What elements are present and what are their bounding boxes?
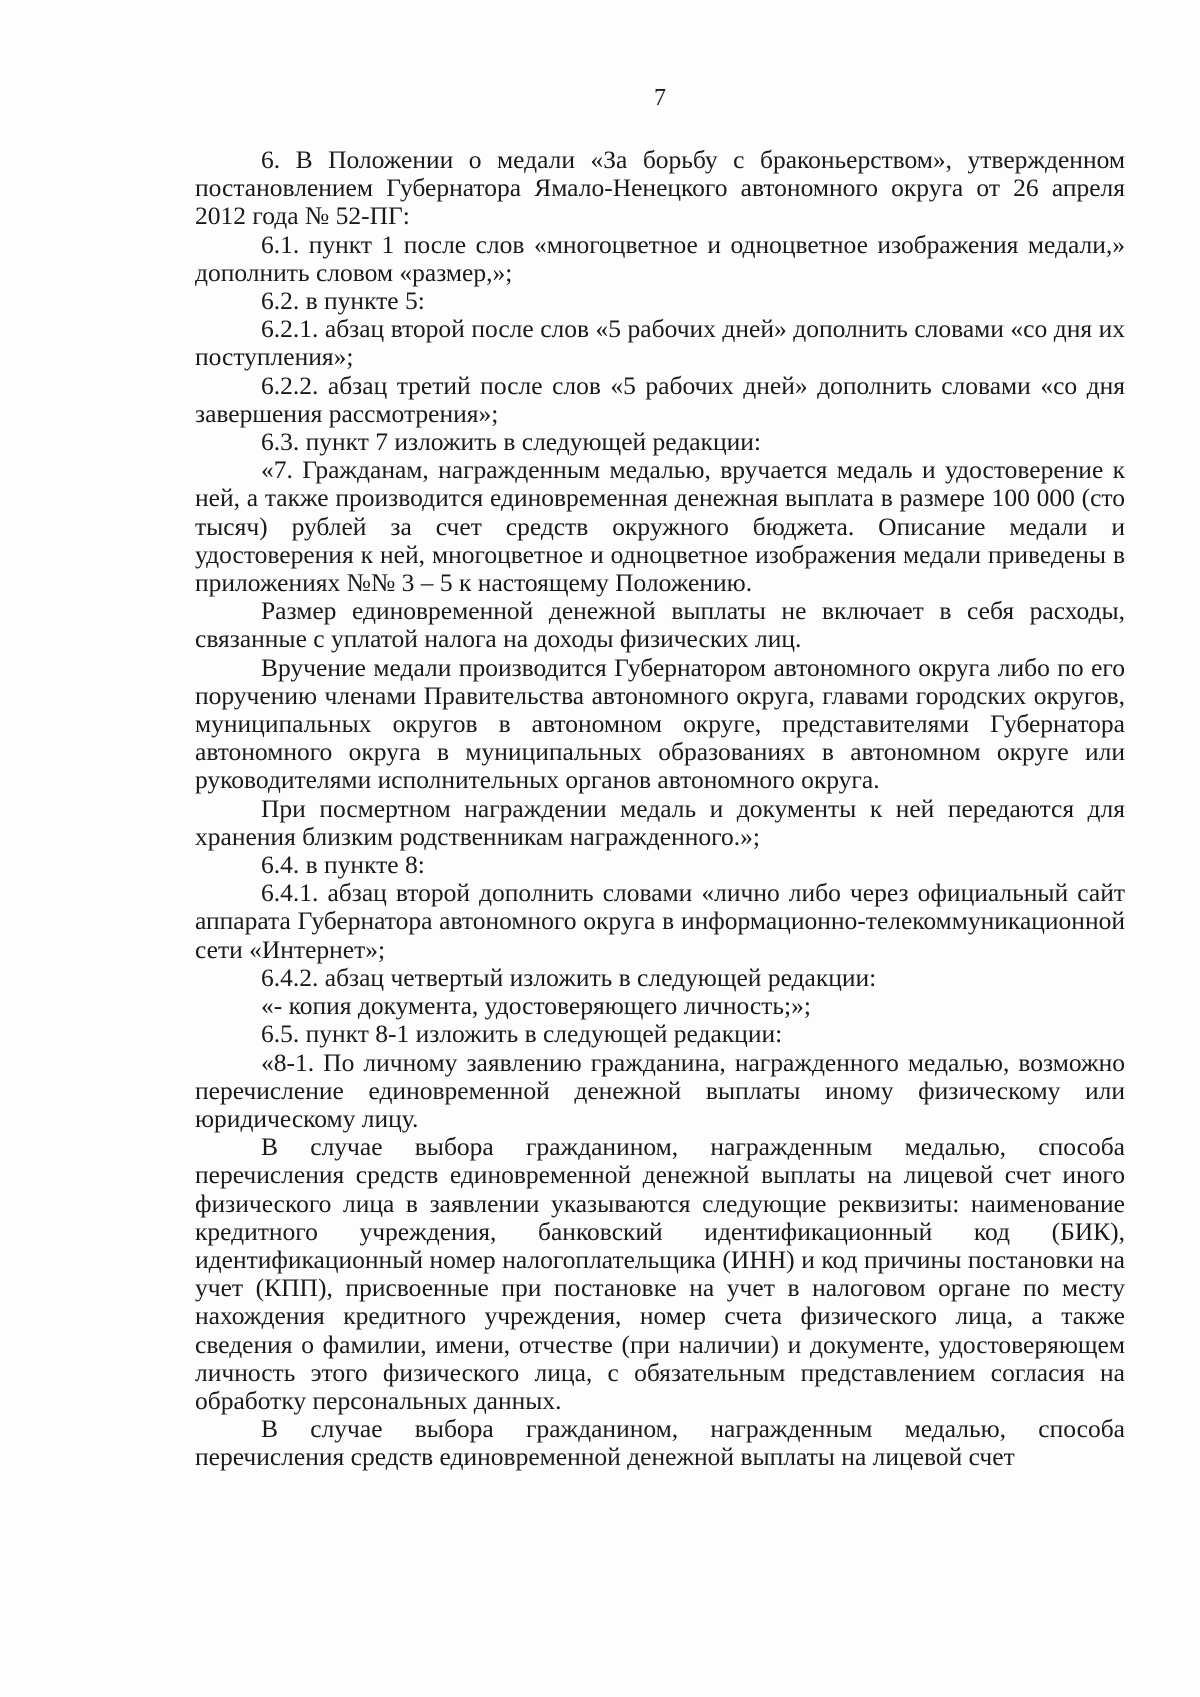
paragraph-6-4: 6.4. в пункте 8: bbox=[261, 850, 425, 880]
page-number: 7 bbox=[654, 85, 666, 111]
paragraph-individual-transfer: В случае выбора гражданином, награжденным медалью, способа перечисления средств единовременной денежной выплаты на лицевой счет иного физического лица в заявлении указываются следующие реквизиты: наименование кредитного учреждения, банковский идентификационный код (БИК), идентификационный номер налогоплательщика (ИНН) и код причины постановки на учет (КПП), присвоенные при постановке на учет в налоговом органе по месту нахождения кредитного учреждения, номер счета физического лица, а также сведения о фамилии, имени, отчестве (при наличии) и документе, удостоверяющем личность этого физического лица, с обязательным представлением согласия на обработку персональных данных. bbox=[195, 1132, 1125, 1415]
paragraph-6-2-1: 6.2.1. абзац второй после слов «5 рабочих дней» дополнить словами «со дня их поступления»; bbox=[195, 314, 1125, 372]
paragraph-account-transfer: В случае выбора гражданином, награжденным медалью, способа перечисления средств единовременной денежной выплаты на лицевой счет bbox=[195, 1414, 1125, 1472]
paragraph-id-copy: «- копия документа, удостоверяющего личность;»; bbox=[261, 991, 811, 1021]
paragraph-6-3: 6.3. пункт 7 изложить в следующей редакции: bbox=[261, 427, 761, 457]
paragraph-posthumous: При посмертном награждении медаль и документы к ней передаются для хранения близким родственникам награжденного.»; bbox=[195, 793, 1125, 851]
paragraph-6-1: 6.1. пункт 1 после слов «многоцветное и одноцветное изображения медали,» дополнить словом «размер,»; bbox=[195, 229, 1125, 287]
paragraph-7-quote: «7. Гражданам, награжденным медалью, вручается медаль и удостоверение к ней, а также производится единовременная денежная выплата в размере 100 000 (сто тысяч) рублей за счет средств окружного бюджета. Описание медали и удостоверения к ней, многоцветное и одноцветное изображения медали приведены в приложениях №№ 3 – 5 к настоящему Положению. bbox=[195, 455, 1125, 598]
paragraph-6-5: 6.5. пункт 8-1 изложить в следующей редакции: bbox=[261, 1019, 783, 1049]
paragraph-6-4-1: 6.4.1. абзац второй дополнить словами «лично либо через официальный сайт аппарата Губернатора автономного округа в информационно-телекоммуникационной сети «Интернет»; bbox=[195, 878, 1125, 964]
paragraph-6-2-2: 6.2.2. абзац третий после слов «5 рабочих дней» дополнить словами «со дня завершения рассмотрения»; bbox=[195, 370, 1125, 428]
paragraph-6: 6. В Положении о медали «За борьбу с браконьерством», утвержденном постановлением Губернатора Ямало-Ненецкого автономного округа от 26 апреля 2012 года № 52-ПГ: bbox=[195, 145, 1125, 231]
paragraph-medal-presentation: Вручение медали производится Губернатором автономного округа либо по его поручению членами Правительства автономного округа, главами городских округов, муниципальных округов в автономном округе, представителями Губернатора автономного округа в муниципальных образованиях в автономном округе или руководителями исполнительных органов автономного округа. bbox=[195, 652, 1125, 795]
paragraph-6-4-2: 6.4.2. абзац четвертый изложить в следующей редакции: bbox=[261, 962, 877, 992]
document-body bbox=[195, 146, 1125, 1472]
paragraph-8-1-quote: «8-1. По личному заявлению гражданина, награжденного медалью, возможно перечисление единовременной денежной выплаты иному физическому или юридическому лицу. bbox=[195, 1047, 1125, 1133]
paragraph-payment-size: Размер единовременной денежной выплаты не включает в себя расходы, связанные с уплатой налога на доходы физических лиц. bbox=[195, 596, 1125, 654]
paragraph-6-2: 6.2. в пункте 5: bbox=[261, 286, 425, 316]
